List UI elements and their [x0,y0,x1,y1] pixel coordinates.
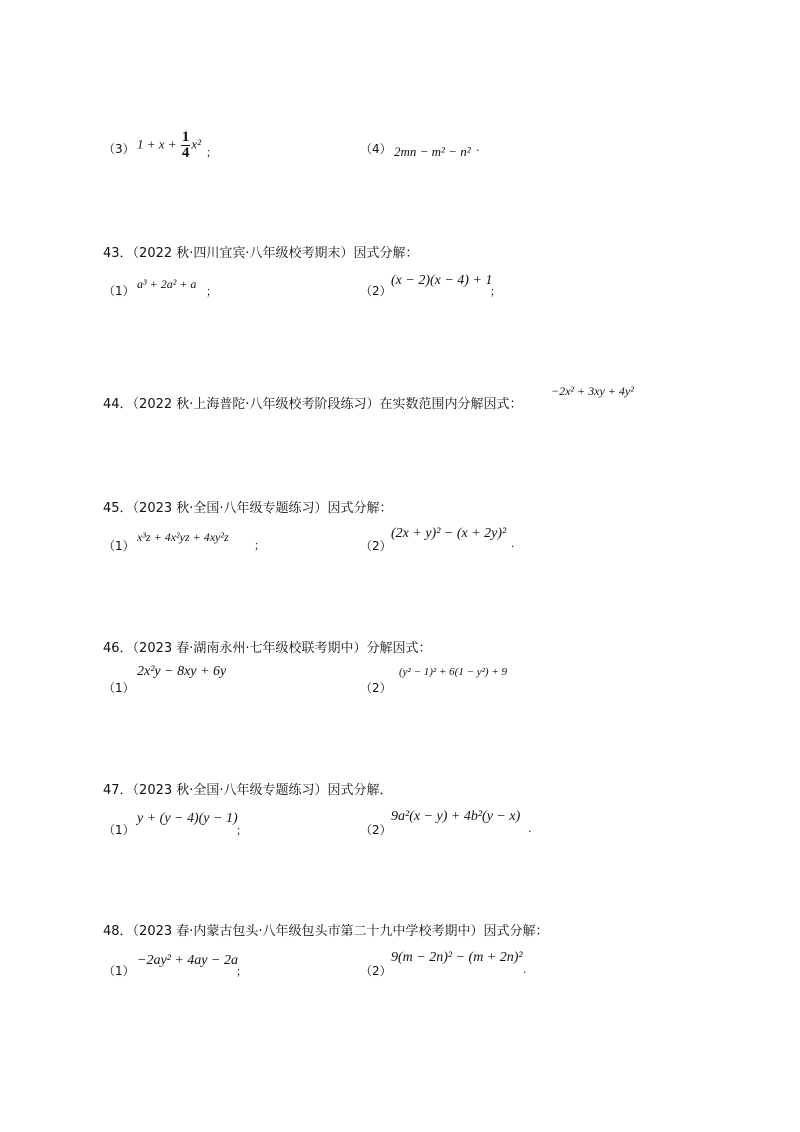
punctuation: ； [206,285,217,298]
expression-45-1: x³z + 4x²yz + 4xy²z [137,530,229,544]
expression-42-3 [137,130,201,161]
expression-46-1: 2x²y − 8xy + 6y [137,664,227,679]
problem-45-stem: 45．（2023 秋·全国·八年级专题练习）因式分解： [103,501,393,516]
expression-47-1: y + (y − 4)(y − 1) [137,811,238,826]
expression-48-2: 9(m − 2n)² − (m + 2n)² [391,950,523,965]
item-label: （1） [103,284,135,298]
fraction-denominator: 4 [181,145,190,161]
item-label: （2） [360,964,392,978]
punctuation: . [528,822,532,835]
punctuation: ； [236,824,247,837]
item-label: （4） [360,142,392,156]
item-label: （1） [103,681,135,695]
item-label: （1） [103,964,135,978]
punctuation: ； [206,146,217,159]
expression-43-2: (x − 2)(x − 4) + 1 [391,273,493,288]
expression-44: −2x² + 3xy + 4y² [551,384,634,398]
expression-part: x² [191,136,201,152]
fraction-numerator: 1 [181,129,190,145]
item-label: （3） [103,142,135,156]
punctuation: ； [254,539,265,552]
item-label: （1） [103,539,135,553]
expression-45-2: (2x + y)² − (x + 2y)² [391,526,507,541]
punctuation: ； [236,965,247,978]
expression-47-2: 9a²(x − y) + 4b²(y − x) [391,809,521,824]
punctuation: . [523,963,527,976]
item-label: （1） [103,823,135,837]
punctuation: . [511,537,515,550]
problem-43-stem: 43．（2022 秋·四川宜宾·八年级校考期末）因式分解： [103,246,419,261]
punctuation: ； [490,285,501,298]
item-label: （2） [360,284,392,298]
expression-48-1: −2ay² + 4ay − 2a [137,953,238,968]
expression-43-1: a³ + 2a² + a [137,277,197,291]
problem-46-stem: 46．（2023 春·湖南永州·七年级校联考期中）分解因式： [103,641,432,656]
item-label: （2） [360,681,392,695]
item-label: （2） [360,823,392,837]
problem-44-stem: 44．（2022 秋·上海普陀·八年级校考阶段练习）在实数范围内分解因式： [103,397,523,412]
problem-47-stem: 47．（2023 秋·全国·八年级专题练习）因式分解． [103,783,393,798]
fraction [181,130,191,161]
item-label: （2） [360,539,392,553]
expression-46-2: (y² − 1)² + 6(1 − y²) + 9 [399,666,508,678]
punctuation: · [476,144,480,157]
expression-42-4: 2mn − m² − n² [394,144,471,159]
expression-part: 1 + x + [137,136,180,152]
problem-48-stem: 48．（2023 春·内蒙古包头·八年级包头市第二十九中学校考期中）因式分解： [103,924,549,939]
